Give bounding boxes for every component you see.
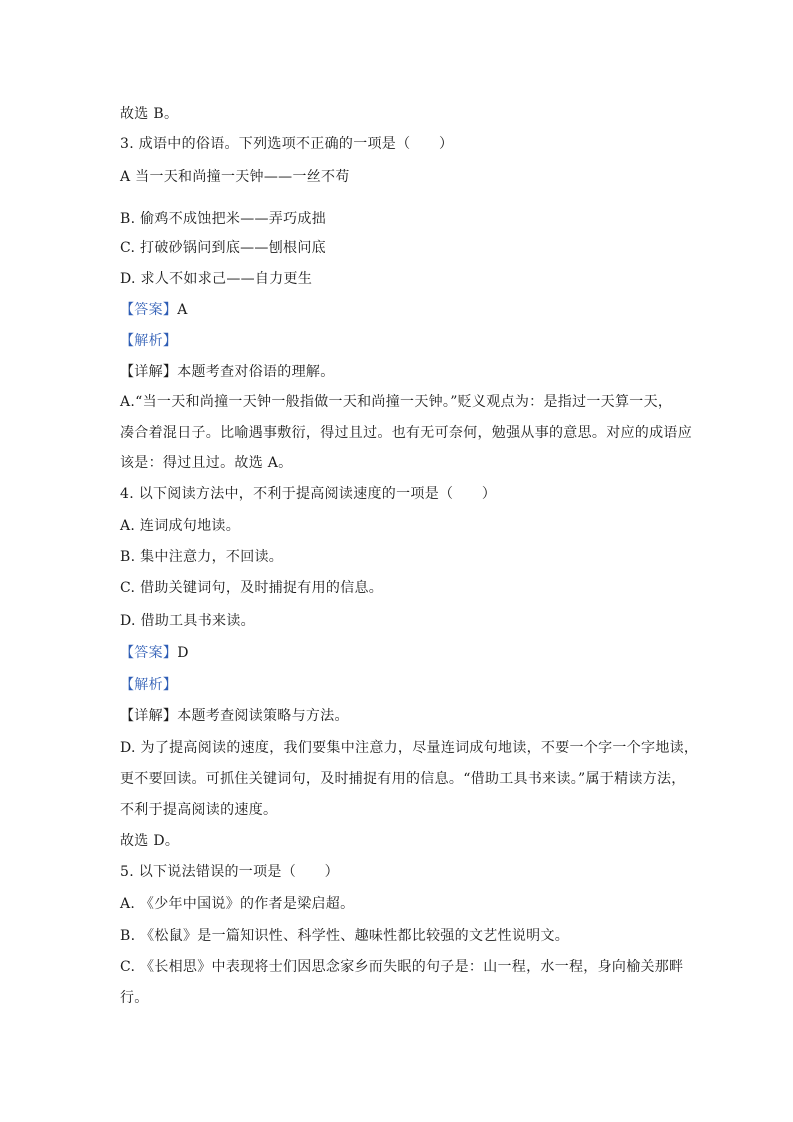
- question-4-option-a: A. 连词成句地读。: [120, 518, 241, 534]
- question-5-stem: 5. 以下说法错误的一项是（ ）: [120, 864, 339, 880]
- answer-line: [120, 300, 680, 320]
- question-5-option-b: B. 《松鼠》是一篇知识性、科学性、趣味性都比较强的文艺性说明文。: [120, 928, 570, 944]
- answer-label: 【答案】: [120, 645, 178, 661]
- question-5-option-c: C. 《长相思》中表现将士们因思念家乡而失眠的句子是：山一程，水一程，身向榆关那畔: [120, 959, 684, 975]
- question-5-option-c-continued: 行。: [120, 990, 149, 1006]
- question-4-option-c: C. 借助关键词句，及时捕捉有用的信息。: [120, 580, 384, 596]
- detail-line: 【详解】本题考查阅读策略与方法。: [120, 708, 349, 724]
- answer-value: D: [177, 645, 189, 661]
- question-4-option-b: B. 集中注意力，不回读。: [120, 549, 284, 565]
- text-line: 故选 B。: [120, 106, 179, 122]
- question-3-stem: 3. 成语中的俗语。下列选项不正确的一项是（ ）: [120, 136, 454, 152]
- explanation-line: 该是：得过且过。故选 A。: [120, 455, 293, 471]
- explanation-line: A.“当一天和尚撞一天钟一般指做一天和尚撞一天钟。”贬义观点为：是指过一天算一天，: [120, 394, 673, 410]
- question-3-option-d: D. 求人不如求己——自力更生: [120, 271, 313, 287]
- explanation-line: 更不要回读。可抓住关键词句，及时捕捉有用的信息。“借助工具书来读。”属于精读方法，: [120, 771, 686, 787]
- explanation-line: D. 为了提高阅读的速度，我们要集中注意力，尽量连词成句地读，不要一个字一个字地读，: [120, 740, 699, 756]
- answer-value: A: [177, 302, 188, 318]
- analysis-label: 【解析】: [120, 333, 178, 349]
- question-3-option-b: B. 偷鸡不成蚀把米——弄巧成拙: [120, 211, 326, 227]
- explanation-line: 不利于提高阅读的速度。: [120, 802, 278, 818]
- explanation-line: 凑合着混日子。比喻遇事敷衍，得过且过。也有无可奈何，勉强从事的意思。对应的成语应: [120, 425, 692, 441]
- answer-line: [120, 643, 680, 663]
- detail-line: 【详解】本题考查对俗语的理解。: [120, 364, 335, 380]
- question-5-option-a: A. 《少年中国说》的作者是梁启超。: [120, 896, 355, 912]
- question-3-option-c: C. 打破砂锅问到底——刨根问底: [120, 240, 326, 256]
- question-3-option-a: A 当一天和尚撞一天钟——一丝不苟: [120, 169, 350, 185]
- analysis-label: 【解析】: [120, 677, 178, 693]
- text-line: 故选 D。: [120, 833, 180, 849]
- question-4-stem: 4. 以下阅读方法中，不利于提高阅读速度的一项是（ ）: [120, 486, 497, 502]
- answer-label: 【答案】: [120, 302, 178, 318]
- question-4-option-d: D. 借助工具书来读。: [120, 613, 255, 629]
